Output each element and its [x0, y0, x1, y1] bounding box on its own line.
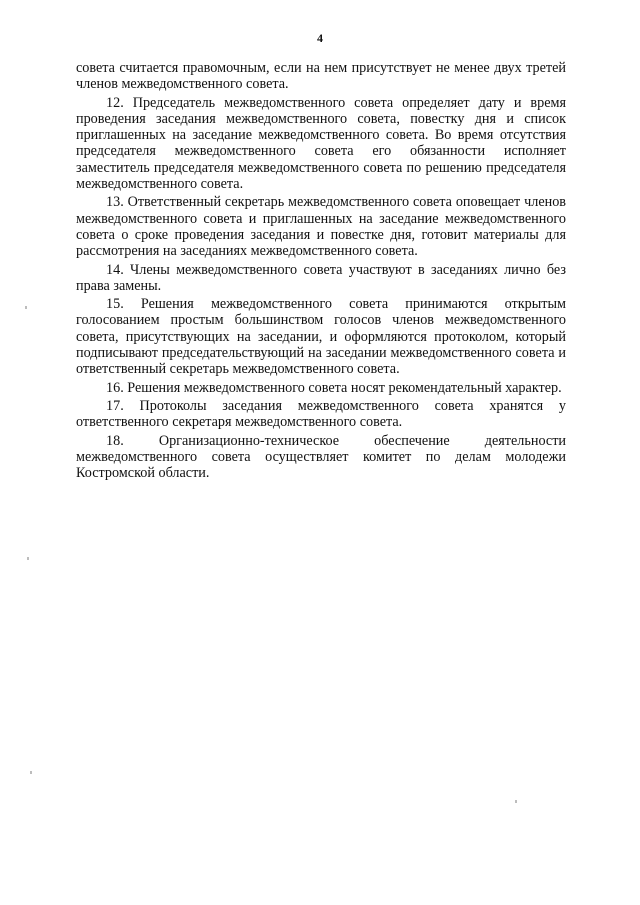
paragraph-13: 13. Ответственный секретарь межведомственного совета оповещает членов межведомственного совета и приглашенных на заседание межведомственного совета о сроке проведения заседания и повестке дня, готовит материалы для рассмотрения на заседаниях межведомственного совета.: [76, 194, 566, 260]
page-number: 4: [317, 31, 323, 45]
paragraph-18: 18. Организационно-техническое обеспечение деятельности межведомственного совета осуществляет комитет по делам молодежи Костромской области.: [76, 432, 566, 482]
scan-speck: [30, 771, 32, 774]
scan-speck: [27, 557, 29, 560]
paragraph-17: 17. Протоколы заседания межведомственного совета хранятся у ответственного секретаря межведомственного совета.: [76, 397, 566, 431]
scan-speck: [25, 306, 27, 309]
paragraph-continuation: совета считается правомочным, если на нем присутствует не менее двух третей членов межведомственного совета.: [76, 60, 566, 93]
paragraph-16: 16. Решения межведомственного совета носят рекомендательный характер.: [106, 379, 562, 396]
paragraph-14: 14. Члены межведомственного совета участвуют в заседаниях лично без права замены.: [76, 261, 566, 294]
paragraph-15: 15. Решения межведомственного совета принимаются открытым голосованием простым большинством голосов членов межведомственного совета, присутствующих на заседании, и оформляются протоколом, который подписывают председательствующий на заседании межведомственного совета и ответственный секретарь межведомственного совета.: [76, 296, 566, 378]
document-body: [76, 60, 566, 483]
paragraph-12: 12. Председатель межведомственного совета определяет дату и время проведения заседания межведомственного совета, повестку дня и список приглашенных на заседание межведомственного совета. Во время отсутствия председателя межведомственного совета его обязанности исполняет заместитель председателя межведомственного совета по решению председателя межведомственного совета.: [76, 94, 566, 193]
scan-speck: [515, 800, 517, 803]
